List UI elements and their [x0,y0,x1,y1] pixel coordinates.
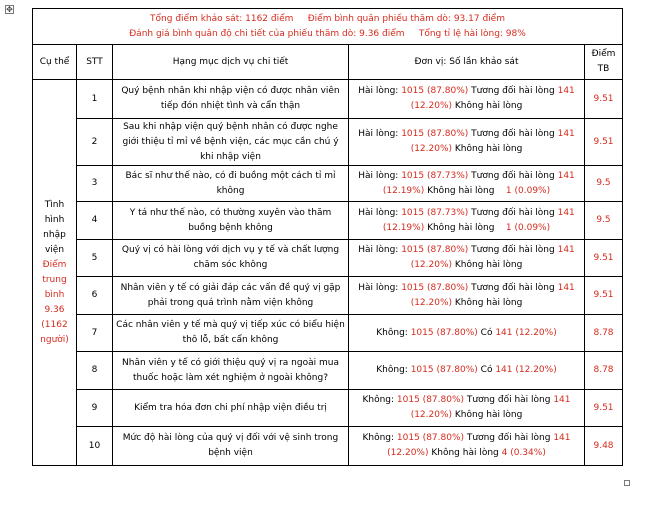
table-row [33,80,623,119]
row-stt: 8 [77,352,113,390]
survey-count-label: Có [477,365,496,375]
survey-count-value: 141 (12.19%) [382,207,578,233]
survey-count-label: Hài lòng: [358,282,402,293]
row-survey-counts [349,80,585,119]
row-stt: 7 [77,315,113,352]
row-item: Quý vị có hài lòng với dịch vụ y tế và chất lượng chăm sóc không [113,240,349,277]
survey-count-value: 1015 (87.80%) [410,365,478,375]
summary-line-1: Tổng điểm khảo sát: 1162 điểm Điểm bình quân phiếu thăm dò: 93.17 điểm [150,13,505,24]
row-stt: 6 [77,277,113,315]
row-item: Y tá như thế nào, có thường xuyên vào thăm buồng bệnh không [113,202,349,240]
row-score: 9.5 [585,202,623,240]
table-row [33,427,623,466]
survey-count-label: Hài lòng: [358,245,402,255]
survey-count-value: 1015 (87.80%) [401,129,469,139]
table-row [33,240,623,277]
header-don-vi: Đơn vị: Số lần khảo sát [349,45,585,80]
row-score: 8.78 [585,315,623,352]
table-row [33,352,623,390]
survey-count-label: Không hài lòng [424,185,506,196]
row-item: Nhân viên y tế có giới thiệu quý vị ra ngoài mua thuốc hoặc làm xét nghiệm ở ngoài không? [113,352,349,390]
row-stt: 10 [77,427,113,466]
survey-count-value: 141 (12.20%) [387,433,574,458]
survey-count-label: Tương đối hài lòng [468,207,558,218]
survey-count-label: Hài lòng: [358,129,402,139]
survey-count-label: Hài lòng: [358,170,402,181]
survey-count-value: 141 (12.20%) [410,129,578,154]
row-item: Sau khi nhập viện quý bệnh nhân có được nghe giới thiệu tỉ mỉ về bệnh viện, các mục cần chú ý khi nhập viện [113,119,349,166]
row-score: 8.78 [585,352,623,390]
survey-count-value: 1 (0.09%) [505,222,551,233]
row-survey-counts [349,427,585,466]
row-score: 9.51 [585,119,623,166]
summary-line-2: Đánh giá bình quân độ chi tiết của phiếu thăm dò: 9.36 điểm Tổng tỉ lệ hài lòng: 98% [129,28,526,39]
row-score: 9.51 [585,240,623,277]
row-stt: 3 [77,166,113,202]
table-row [33,277,623,315]
survey-table [32,8,623,466]
row-stt: 9 [77,390,113,427]
row-item: Quý bệnh nhân khi nhập viện có được nhân viên tiếp đón nhiệt tình và cẩn thận [113,80,349,119]
survey-count-label: Không: [376,327,411,338]
survey-count-value: 141 (12.20%) [410,282,578,308]
survey-count-label: Không: [376,365,411,375]
survey-count-value: 141 (12.20%) [495,365,557,375]
survey-count-value: 141 (12.20%) [410,395,574,420]
survey-count-label: Tương đối hài lòng [468,282,558,293]
survey-count-label: Tương đối hài lòng [464,433,554,443]
row-score: 9.51 [585,277,623,315]
row-survey-counts [349,352,585,390]
row-score: 9.5 [585,166,623,202]
table-resize-handle-icon[interactable] [624,480,630,486]
survey-count-value: 141 (12.19%) [382,170,578,196]
survey-count-value: 1 (0.09%) [505,185,551,196]
survey-count-label: Tương đối hài lòng [468,170,558,181]
survey-count-label: Có [477,327,496,338]
row-item: Các nhân viên y tế mà quý vị tiếp xúc có biểu hiện thô lỗ, bất cẩn không [113,315,349,352]
survey-count-label: Hài lòng: [358,207,402,218]
survey-count-value: 1015 (87.80%) [401,245,469,255]
row-survey-counts [349,202,585,240]
table-row [33,119,623,166]
group-score-label: Điểm trung bình 9.36 (1162 người) [40,259,69,345]
survey-count-label: Không hài lòng [428,448,502,458]
survey-count-label: Tương đối hài lòng [468,86,558,96]
row-survey-counts [349,166,585,202]
row-survey-counts [349,240,585,277]
survey-count-value: 1015 (87.80%) [396,395,465,405]
row-item: Nhân viên y tế có giải đáp các vấn đề quý vị gặp phải trong quá trình nằm viện không [113,277,349,315]
row-item: Mức độ hài lòng của quý vị đối với vệ sinh trong bệnh viện [113,427,349,466]
row-survey-counts [349,119,585,166]
survey-count-value: 141 (12.20%) [495,327,557,338]
header-diem-tb: Điểm TB [585,45,623,80]
survey-count-label: Tương đối hài lòng [468,245,558,255]
survey-count-label: Không hài lòng [452,101,523,111]
table-move-handle-icon[interactable]: ✥ [6,5,13,14]
row-survey-counts [349,390,585,427]
table-row [33,166,623,202]
row-survey-counts [349,277,585,315]
survey-count-label: Hài lòng: [358,86,402,96]
row-stt: 5 [77,240,113,277]
row-score: 9.48 [585,427,623,466]
row-stt: 4 [77,202,113,240]
table-row [33,315,623,352]
survey-count-label: Không hài lòng [452,297,523,308]
survey-count-value: 1015 (87.80%) [401,86,469,96]
row-score: 9.51 [585,390,623,427]
survey-count-value: 1015 (87.73%) [401,170,469,181]
row-item: Bác sĩ như thế nào, có đi buồng một cách tỉ mỉ không [113,166,349,202]
survey-count-value: 1015 (87.80%) [401,282,469,293]
survey-count-value: 4 (0.34%) [501,448,546,458]
table-row [33,390,623,427]
survey-count-label: Không hài lòng [452,144,523,154]
summary-cell [33,9,623,45]
survey-count-value: 141 (12.20%) [410,86,578,111]
survey-count-value: 1015 (87.80%) [410,327,478,338]
table-body [33,80,623,466]
row-score: 9.51 [585,80,623,119]
row-stt: 1 [77,80,113,119]
table-row [33,202,623,240]
survey-count-value: 1015 (87.73%) [401,207,469,218]
survey-count-label: Không hài lòng [452,260,523,270]
header-cu-the: Cụ thể [33,45,77,80]
survey-count-label: Không hài lòng [424,222,506,233]
group-label: Tình hình nhập viện [43,199,66,255]
row-survey-counts [349,315,585,352]
survey-count-label: Tương đối hài lòng [468,129,558,139]
survey-count-label: Tương đối hài lòng [464,395,554,405]
group-cell [33,80,77,466]
row-stt: 2 [77,119,113,166]
survey-count-label: Không: [362,433,397,443]
survey-count-label: Không hài lòng [452,410,523,420]
header-hang-muc: Hạng mục dịch vụ chi tiết [113,45,349,80]
survey-count-value: 1015 (87.80%) [396,433,465,443]
row-item: Kiểm tra hóa đơn chi phí nhập viện điều trị [113,390,349,427]
survey-count-label: Không: [362,395,397,405]
header-stt: STT [77,45,113,80]
survey-count-value: 141 (12.20%) [410,245,578,270]
